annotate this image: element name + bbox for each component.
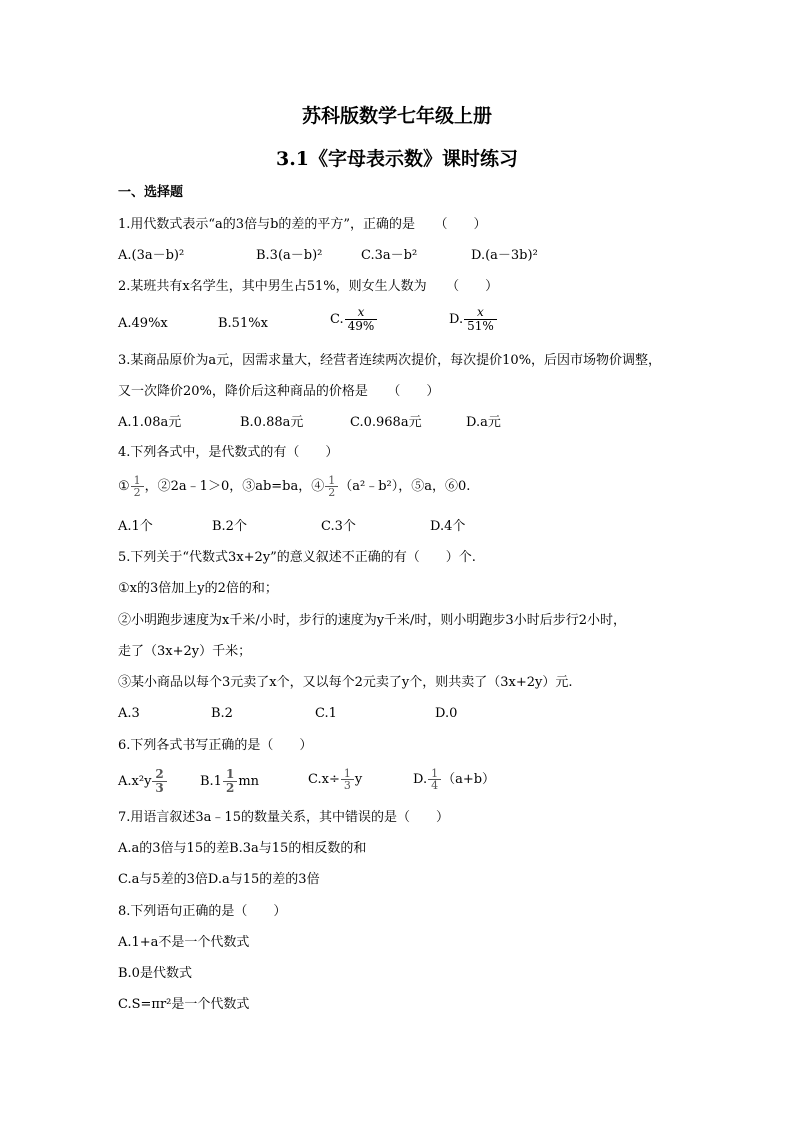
question-5-option-d: D.0 xyxy=(435,706,458,721)
question-3-option-d: D.a元 xyxy=(466,415,501,430)
question-3-stem-line-2: 又一次降价20%，降价后这种商品的价格是 （ ） xyxy=(118,384,440,399)
fraction xyxy=(464,306,497,333)
fraction xyxy=(223,768,237,795)
question-1-option-d: D.(a－3b)² xyxy=(471,248,538,263)
section-heading: 一、选择题 xyxy=(118,185,184,200)
option-text: mn xyxy=(238,774,260,789)
question-3-option-b: B.0.88a元 xyxy=(240,415,304,430)
document-subtitle: 3.1《字母表示数》课时练习 xyxy=(275,148,519,170)
question-4-stem: 4.下列各式中，是代数式的有（ ） xyxy=(118,445,339,460)
option-text: C.x÷ xyxy=(308,772,340,787)
denominator: 2 xyxy=(225,781,235,795)
circled-1: ① xyxy=(118,479,130,494)
question-4-option-b: B.2个 xyxy=(212,519,247,534)
denominator: 49% xyxy=(347,319,375,333)
fraction xyxy=(345,306,378,333)
question-2-stem: 2.某班共有x名学生，其中男生占51%，则女生人数为 （ ） xyxy=(118,279,499,294)
numerator: 1 xyxy=(341,768,354,780)
question-1-stem: 1.用代数式表示“a的3倍与b的差的平方”，正确的是 （ ） xyxy=(118,217,487,232)
denominator: 51% xyxy=(467,319,494,333)
numerator: 1 xyxy=(325,475,338,487)
question-1-option-a: A.(3a－b)² xyxy=(118,248,185,263)
fraction xyxy=(325,475,338,498)
question-3-stem-line-1: 3.某商品原价为a元，因需求量大，经营者连续两次提价，每次提价10%，后因市场物价调整， xyxy=(118,353,662,368)
question-2-option-d xyxy=(449,306,498,333)
question-6-option-b xyxy=(200,768,259,795)
question-3-option-c: C.0.968a元 xyxy=(350,415,422,430)
numerator: 1 xyxy=(428,768,441,780)
numerator: 2 xyxy=(152,768,166,782)
question-8-option-b: B.0是代数式 xyxy=(118,966,192,981)
question-7-options-line-2: C.a与5差的3倍D.a与15的差的3倍 xyxy=(118,872,320,887)
question-8-option-c: C.S=πr²是一个代数式 xyxy=(118,997,250,1012)
denominator: 2 xyxy=(133,486,141,499)
option-text: y xyxy=(354,772,363,787)
fraction xyxy=(131,475,144,498)
question-5-option-b: B.2 xyxy=(211,706,233,721)
fraction xyxy=(428,768,441,791)
question-7-stem: 7.用语言叙述3a﹣15的数量关系，其中错误的是（ ） xyxy=(118,810,449,825)
expression-text: （a²﹣b²），⑤a，⑥0. xyxy=(339,479,471,494)
question-6-option-c xyxy=(308,768,362,791)
question-5-statement-2-line-1: ②小明跑步速度为x千米/小时，步行的速度为y千米/时，则小明跑步3小时后步行2小时， xyxy=(118,613,626,628)
question-4-option-a: A.1个 xyxy=(118,519,153,534)
numerator: x xyxy=(345,306,378,320)
question-6-option-a xyxy=(118,768,168,795)
question-8-option-a: A.1+a不是一个代数式 xyxy=(118,935,250,950)
numerator: 1 xyxy=(223,768,237,782)
question-2-option-b: B.51%x xyxy=(218,316,268,331)
option-text: D. xyxy=(413,772,428,787)
option-label: C. xyxy=(330,312,344,327)
question-5-option-a: A.3 xyxy=(118,706,140,721)
question-5-statement-1: ①x的3倍加上y的2倍的和； xyxy=(118,581,278,596)
denominator: 3 xyxy=(343,779,351,792)
question-4-option-c: C.3个 xyxy=(321,519,356,534)
option-label: D. xyxy=(449,312,464,327)
question-5-statement-2-line-2: 走了（3x+2y）千米； xyxy=(118,644,252,659)
expression-text: ，②2a﹣1＞0，③ab=ba，④ xyxy=(144,479,325,494)
numerator: x xyxy=(464,306,497,320)
question-4-option-d: D.4个 xyxy=(430,519,466,534)
question-2-option-a: A.49%x xyxy=(118,316,168,331)
question-2-option-c xyxy=(330,306,378,333)
question-8-stem: 8.下列语句正确的是（ ） xyxy=(118,904,287,919)
question-5-option-c: C.1 xyxy=(315,706,337,721)
question-6-stem: 6.下列各式书写正确的是（ ） xyxy=(118,738,313,753)
question-5-statement-3: ③某小商品以每个3元卖了x个，又以每个2元卖了y个，则共卖了（3x+2y）元. xyxy=(118,675,573,690)
option-text: B.1 xyxy=(200,774,222,789)
denominator: 3 xyxy=(155,781,164,795)
question-1-option-c: C.3a－b² xyxy=(361,248,418,263)
denominator: 2 xyxy=(328,486,336,499)
fraction xyxy=(152,768,166,795)
numerator: 1 xyxy=(131,475,144,487)
denominator: 4 xyxy=(431,779,439,792)
question-3-option-a: A.1.08a元 xyxy=(118,415,182,430)
question-7-options-line-1: A.a的3倍与15的差B.3a与15的相反数的和 xyxy=(118,841,367,856)
fraction xyxy=(341,768,354,791)
question-1-option-b: B.3(a－b)² xyxy=(256,248,323,263)
question-4-expressions xyxy=(118,475,470,498)
option-text: （a+b） xyxy=(442,772,496,787)
question-5-stem: 5.下列关于“代数式3x+2y”的意义叙述不正确的有（ ）个. xyxy=(118,550,476,565)
question-6-option-d xyxy=(413,768,495,791)
document-title: 苏科版数学七年级上册 xyxy=(301,105,492,127)
option-text: A.x²y xyxy=(118,774,152,789)
